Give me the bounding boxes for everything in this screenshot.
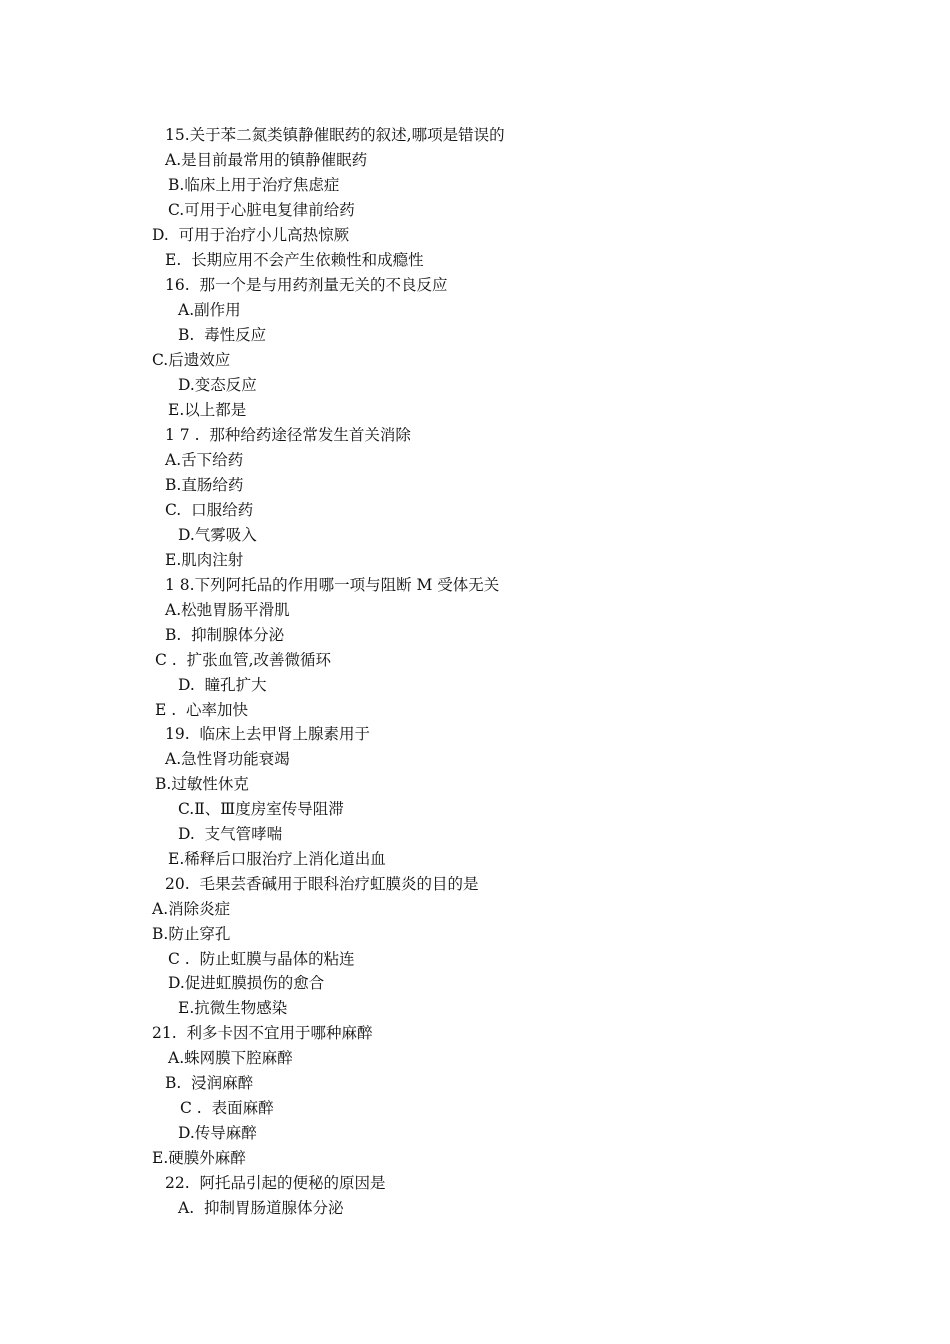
- question-18-option-b: B. 抑制腺体分泌: [165, 626, 285, 644]
- question-22-option-a: A. 抑制胃肠道腺体分泌: [178, 1199, 344, 1217]
- question-19-option-e: E.稀释后口服治疗上消化道出血: [168, 850, 386, 868]
- question-21-option-e: E.硬膜外麻醉: [152, 1149, 246, 1167]
- question-15-option-d: D. 可用于治疗小儿高热惊厥: [152, 226, 350, 244]
- question-20-option-b: B.防止穿孔: [152, 925, 231, 943]
- question-17-option-d: D.气雾吸入: [178, 526, 257, 544]
- question-15-option-e: E. 长期应用不会产生依赖性和成瘾性: [165, 251, 424, 269]
- question-15-stem: 15.关于苯二氮类镇静催眠药的叙述,哪项是错误的: [165, 126, 505, 144]
- question-20-option-a: A.消除炎症: [152, 900, 231, 918]
- question-18-option-d: D. 瞳孔扩大: [178, 676, 267, 694]
- question-17-option-c: C. 口服给药: [165, 501, 254, 519]
- question-21-stem: 21. 利多卡因不宜用于哪种麻醉: [152, 1024, 373, 1042]
- question-19-option-c: C.Ⅱ、Ⅲ度房室传导阻滞: [178, 800, 344, 818]
- question-22-stem: 22. 阿托品引起的便秘的原因是: [165, 1174, 386, 1192]
- question-17-option-e: E.肌肉注射: [165, 551, 244, 569]
- question-18-option-e: E . 心率加快: [155, 701, 249, 719]
- question-19-stem: 19. 临床上去甲肾上腺素用于: [165, 725, 371, 743]
- question-16-stem: 16. 那一个是与用药剂量无关的不良反应: [165, 276, 448, 294]
- question-18-stem: 1 8.下列阿托品的作用哪一项与阻断 M 受体无关: [165, 576, 500, 594]
- question-20-option-e: E.抗微生物感染: [178, 999, 288, 1017]
- question-17-stem: 1 7 . 那种给药途径常发生首关消除: [165, 426, 411, 444]
- question-19-option-b: B.过敏性休克: [155, 775, 249, 793]
- question-21-option-b: B. 浸润麻醉: [165, 1074, 254, 1092]
- question-15-option-a: A.是目前最常用的镇静催眠药: [165, 151, 368, 169]
- question-17-option-a: A.舌下给药: [165, 451, 244, 469]
- question-16-option-a: A.副作用: [178, 301, 241, 319]
- question-15-option-b: B.临床上用于治疗焦虑症: [168, 176, 340, 194]
- question-20-stem: 20. 毛果芸香碱用于眼科治疗虹膜炎的目的是: [165, 875, 479, 893]
- question-17-option-b: B.直肠给药: [165, 476, 244, 494]
- question-19-option-a: A.急性肾功能衰竭: [165, 750, 290, 768]
- question-16-option-c: C.后遗效应: [152, 351, 231, 369]
- question-21-option-c: C . 表面麻醉: [180, 1099, 274, 1117]
- question-20-option-d: D.促进虹膜损伤的愈合: [168, 974, 325, 992]
- question-16-option-b: B. 毒性反应: [178, 326, 267, 344]
- question-18-option-c: C . 扩张血管,改善微循环: [155, 651, 331, 669]
- question-20-option-c: C . 防止虹膜与晶体的粘连: [168, 950, 355, 968]
- question-21-option-a: A.蛛网膜下腔麻醉: [168, 1049, 293, 1067]
- question-15-option-c: C.可用于心脏电复律前给药: [168, 201, 355, 219]
- question-16-option-e: E.以上都是: [168, 401, 247, 419]
- question-19-option-d: D. 支气管哮喘: [178, 825, 283, 843]
- question-16-option-d: D.变态反应: [178, 376, 257, 394]
- question-18-option-a: A.松弛胃肠平滑肌: [165, 601, 290, 619]
- question-21-option-d: D.传导麻醉: [178, 1124, 257, 1142]
